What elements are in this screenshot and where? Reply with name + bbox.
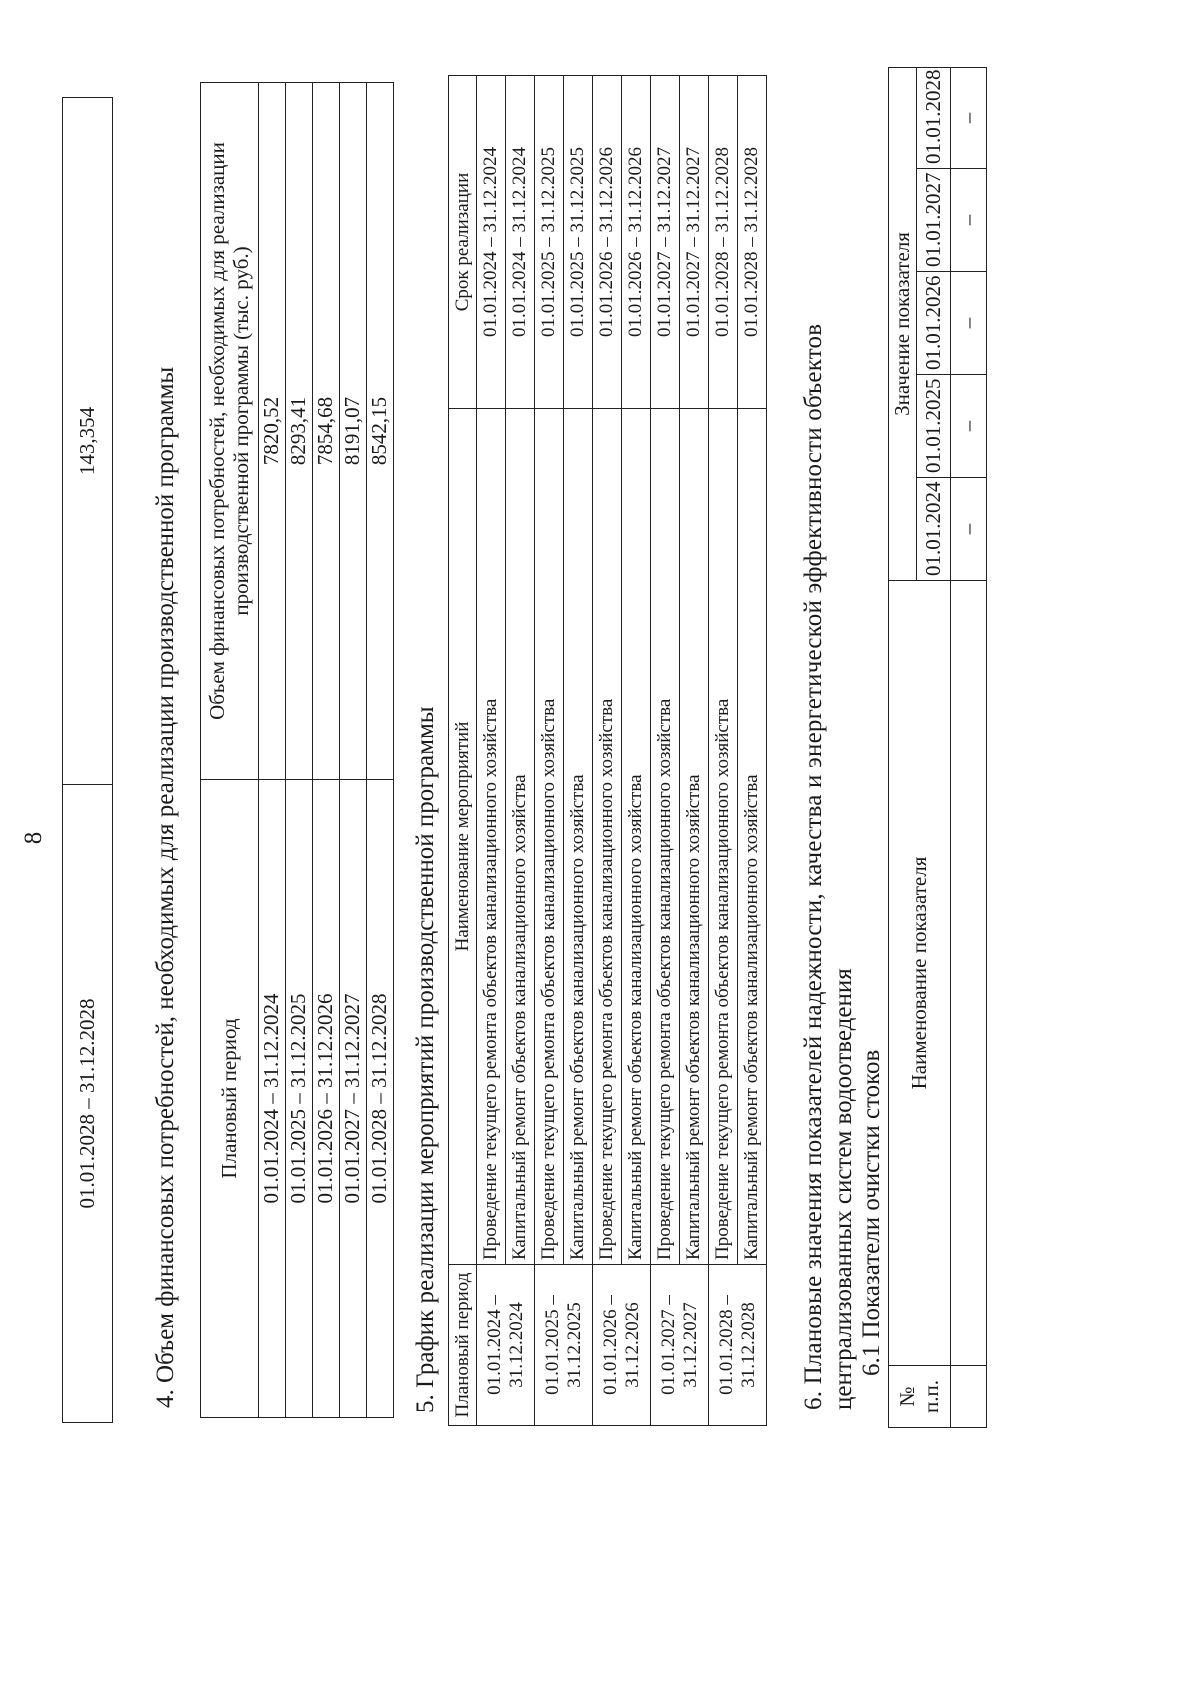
- term-cell: 01.01.2027 – 31.12.2027: [651, 76, 680, 409]
- num-cell: [951, 1366, 987, 1428]
- term-cell: 01.01.2027 – 31.12.2027: [680, 76, 709, 409]
- table-row: [680, 76, 709, 1426]
- period-cell: 01.01.2027 – 31.12.2027: [651, 1265, 709, 1426]
- activity-name-cell: Проведение текущего ремонта объектов канализационного хозяйства: [709, 409, 738, 1265]
- header-name: Наименование мероприятий: [449, 409, 477, 1265]
- value-cell: –: [951, 375, 987, 478]
- financial-needs-table: [200, 82, 394, 1418]
- term-cell: 01.01.2025 – 31.12.2025: [564, 76, 593, 409]
- amount-cell: 8191,07: [340, 83, 367, 780]
- period-cell: 01.01.2026 – 31.12.2026: [593, 1265, 651, 1426]
- value-cell: –: [951, 169, 987, 272]
- period-cell: 01.01.2025 – 31.12.2025: [535, 1265, 593, 1426]
- period-cell: 01.01.2028 – 31.12.2028: [367, 780, 394, 1418]
- amount-cell: 7854,68: [313, 83, 340, 780]
- table-row: [709, 76, 738, 1426]
- table-row: [593, 76, 622, 1426]
- header-period: Плановый период: [201, 780, 259, 1418]
- value-cell: 143,354: [63, 98, 113, 785]
- header-date: 01.01.2028: [917, 67, 951, 168]
- table-row: [63, 98, 113, 1423]
- period-cell: 01.01.2028 – 31.12.2028: [709, 1265, 767, 1426]
- table-row: [286, 83, 313, 1418]
- table-row: [367, 83, 394, 1418]
- activity-name-cell: Проведение текущего ремонта объектов канализационного хозяйства: [593, 409, 622, 1265]
- table-row: [259, 83, 286, 1418]
- table-row: [477, 76, 506, 1426]
- period-cell: 01.01.2025 – 31.12.2025: [286, 780, 313, 1418]
- activity-name-cell: Проведение текущего ремонта объектов канализационного хозяйства: [535, 409, 564, 1265]
- value-cell: –: [951, 272, 987, 375]
- table-row: [535, 76, 564, 1426]
- header-date: 01.01.2027: [917, 169, 951, 272]
- period-cell: 01.01.2028 – 31.12.2028: [63, 785, 113, 1423]
- activity-name-cell: Капитальный ремонт объектов канализационного хозяйства: [738, 409, 767, 1265]
- header-indicator-name: Наименование показателя: [889, 581, 951, 1366]
- period-cell: 01.01.2024 – 31.12.2024: [259, 780, 286, 1418]
- term-cell: 01.01.2024 – 31.12.2024: [506, 76, 535, 409]
- header-amount: Объем финансовых потребностей, необходимых для реализации производственной программы (тыс. руб.): [201, 83, 259, 780]
- term-cell: 01.01.2028 – 31.12.2028: [738, 76, 767, 409]
- period-cell: 01.01.2024 – 31.12.2024: [477, 1265, 535, 1426]
- table-header-row: [889, 67, 917, 1427]
- table-row: [622, 76, 651, 1426]
- continuation-table: [62, 97, 113, 1423]
- page-number: 8: [20, 831, 47, 845]
- table-row: [738, 76, 767, 1426]
- schedule-table: [448, 75, 767, 1426]
- header-date: 01.01.2025: [917, 375, 951, 478]
- table-row: [564, 76, 593, 1426]
- activity-name-cell: Проведение текущего ремонта объектов канализационного хозяйства: [477, 409, 506, 1265]
- section6-subtitle: 6.1 Показатели очистки стоков: [858, 1049, 885, 1376]
- section5-title: 5. График реализации мероприятий производственной программы: [412, 706, 439, 1413]
- table-header-row: [201, 83, 259, 1418]
- indicator-name-cell: [951, 581, 987, 1366]
- term-cell: 01.01.2028 – 31.12.2028: [709, 76, 738, 409]
- term-cell: 01.01.2026 – 31.12.2026: [622, 76, 651, 409]
- term-cell: 01.01.2024 – 31.12.2024: [477, 76, 506, 409]
- amount-cell: 8293,41: [286, 83, 313, 780]
- activity-name-cell: Капитальный ремонт объектов канализационного хозяйства: [564, 409, 593, 1265]
- activity-name-cell: Капитальный ремонт объектов канализационного хозяйства: [622, 409, 651, 1265]
- header-term: Срок реализации: [449, 76, 477, 409]
- table-row: [506, 76, 535, 1426]
- table-row: [951, 67, 987, 1427]
- period-cell: 01.01.2027 – 31.12.2027: [340, 780, 367, 1418]
- indicators-table: [888, 67, 987, 1428]
- table-header-row: [449, 76, 477, 1426]
- activity-name-cell: Проведение текущего ремонта объектов канализационного хозяйства: [651, 409, 680, 1265]
- header-date: 01.01.2026: [917, 272, 951, 375]
- section6-title-line2: централизованных систем водоотведения: [830, 968, 857, 1410]
- term-cell: 01.01.2025 – 31.12.2025: [535, 76, 564, 409]
- header-num: № п.п.: [889, 1366, 951, 1428]
- header-value-group: Значение показателя: [889, 67, 917, 580]
- section6-title-line1: 6. Плановые значения показателей надежности, качества и энергетической эффективности объектов: [800, 323, 827, 1410]
- section4-title: 4. Объем финансовых потребностей, необходимых для реализации производственной программы: [152, 366, 179, 1408]
- activity-name-cell: Капитальный ремонт объектов канализационного хозяйства: [680, 409, 709, 1265]
- table-row: [313, 83, 340, 1418]
- value-cell: –: [951, 478, 987, 581]
- term-cell: 01.01.2026 – 31.12.2026: [593, 76, 622, 409]
- header-date: 01.01.2024: [917, 478, 951, 581]
- table-row: [651, 76, 680, 1426]
- table-row: [340, 83, 367, 1418]
- amount-cell: 7820,52: [259, 83, 286, 780]
- header-period: Плановый период: [449, 1265, 477, 1426]
- activity-name-cell: Капитальный ремонт объектов канализационного хозяйства: [506, 409, 535, 1265]
- value-cell: –: [951, 67, 987, 168]
- amount-cell: 8542,15: [367, 83, 394, 780]
- period-cell: 01.01.2026 – 31.12.2026: [313, 780, 340, 1418]
